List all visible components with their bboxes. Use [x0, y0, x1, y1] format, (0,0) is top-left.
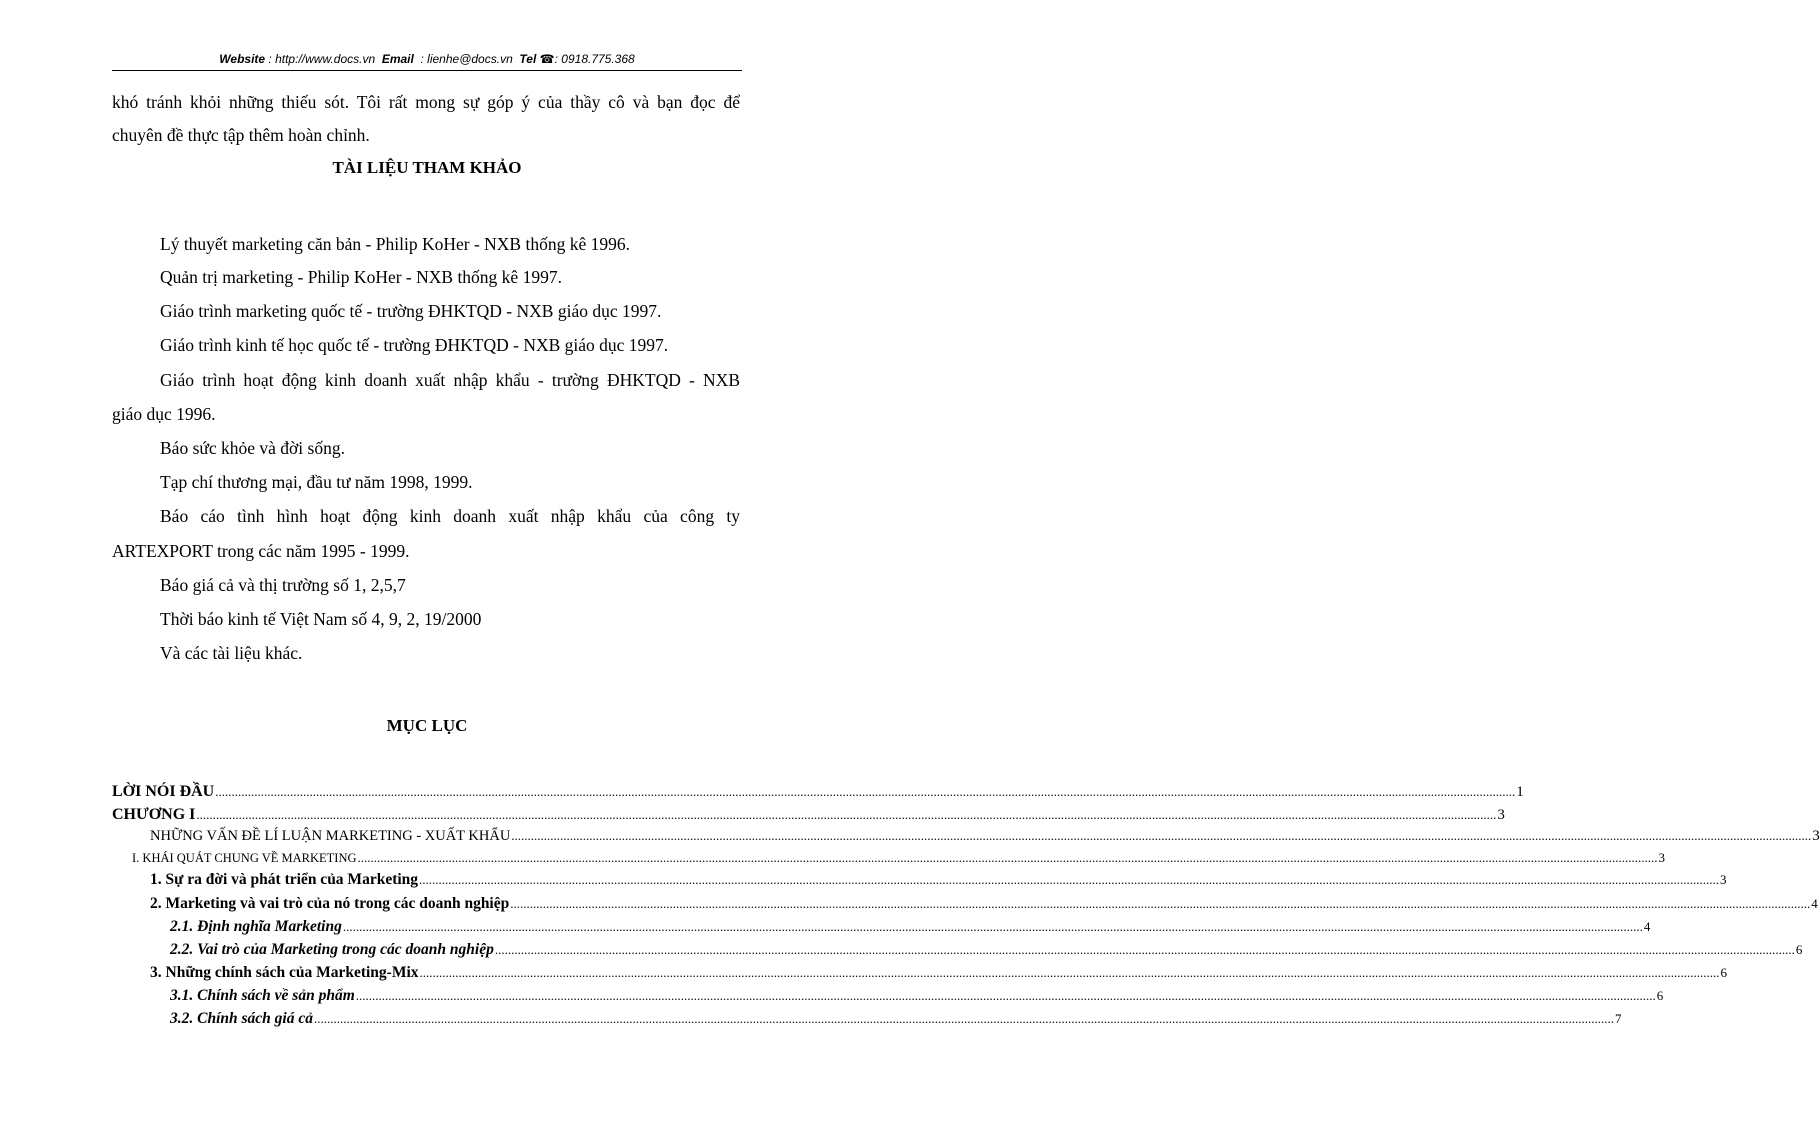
toc-leader-dots: ................................................................................................................................................................................................................................................................................................................................................................................................................	[511, 828, 1812, 843]
toc-leader-dots: ................................................................................................................................................................................................................................................................................................................................................................................................................	[419, 872, 1720, 887]
toc-entry[interactable]	[170, 918, 1651, 940]
references-title: TÀI LIỆU THAM KHẢO	[332, 158, 522, 177]
toc-entry-label: LỜI NÓI ĐẦU	[112, 783, 215, 800]
website-url[interactable]: http://www.docs.vn	[275, 52, 376, 66]
toc-leader-dots: ................................................................................................................................................................................................................................................................................................................................................................................................................	[355, 988, 1656, 1003]
reference-item: Và các tài liệu khác.	[160, 643, 303, 663]
toc-entry-label: 3.2. Chính sách giá cả	[170, 1010, 313, 1027]
email-address[interactable]: lienhe@docs.vn	[427, 52, 513, 66]
toc-entry-page: 6	[1795, 942, 1803, 957]
phone-number: 0918.775.368	[561, 52, 635, 66]
toc-entry-page: 3	[1497, 807, 1505, 823]
toc-entry[interactable]	[170, 987, 1664, 1009]
toc-entry-page: 1	[1516, 784, 1524, 800]
toc-leader-dots: ................................................................................................................................................................................................................................................................................................................................................................................................................	[313, 1011, 1614, 1026]
toc-leader-dots: ................................................................................................................................................................................................................................................................................................................................................................................................................	[196, 807, 1497, 822]
toc-title: MỤC LỤC	[386, 716, 468, 735]
tel-label: Tel	[519, 52, 537, 66]
toc-entry-page: 6	[1656, 988, 1664, 1003]
toc-entry[interactable]	[150, 828, 1820, 850]
toc-entry-label: CHƯƠNG I	[112, 806, 196, 823]
intro-line-2: chuyên đề thực tập thêm hoàn chỉnh.	[112, 125, 370, 145]
reference-item: Giáo trình hoạt động kinh doanh xuất nhập khẩu - trường ĐHKTQD - NXB	[160, 370, 740, 390]
reference-item: Giáo trình marketing quốc tế - trường ĐHKTQD - NXB giáo dục 1997.	[160, 301, 662, 321]
toc-entry-label: 2.2. Vai trò của Marketing trong các doanh nghiệp	[170, 941, 494, 958]
reference-item: Lý thuyết marketing căn bản - Philip KoHer - NXB thống kê 1996.	[160, 234, 630, 254]
toc-entry[interactable]	[112, 783, 1524, 805]
toc-leader-dots: ................................................................................................................................................................................................................................................................................................................................................................................................................	[342, 919, 1643, 934]
reference-item: Báo giá cả và thị trường số 1, 2,5,7	[160, 575, 406, 595]
toc-entry-label: NHỮNG VẤN ĐỀ LÍ LUẬN MARKETING - XUẤT KHẨU	[150, 828, 511, 844]
toc-entry[interactable]	[150, 964, 1728, 986]
toc-leader-dots: ................................................................................................................................................................................................................................................................................................................................................................................................................	[510, 896, 1811, 911]
toc-entry-page: 4	[1643, 919, 1651, 934]
toc-entry-label: 2.1. Định nghĩa Marketing	[170, 918, 342, 935]
toc-entry[interactable]	[132, 850, 1666, 872]
toc-entry-page: 4	[1811, 896, 1818, 911]
reference-item: Báo sức khỏe và đời sống.	[160, 438, 345, 458]
website-label: Website	[219, 52, 266, 66]
toc-leader-dots: ................................................................................................................................................................................................................................................................................................................................................................................................................	[494, 942, 1795, 957]
toc-leader-dots: ................................................................................................................................................................................................................................................................................................................................................................................................................	[419, 965, 1720, 980]
reference-item-continued: ARTEXPORT trong các năm 1995 - 1999.	[112, 541, 410, 561]
reference-item-continued: giáo dục 1996.	[112, 404, 216, 424]
reference-item: Quản trị marketing - Philip KoHer - NXB thống kê 1997.	[160, 267, 562, 287]
toc-leader-dots: ................................................................................................................................................................................................................................................................................................................................................................................................................	[357, 850, 1658, 865]
phone-icon: ☎	[539, 52, 555, 66]
page-header: Website : http://www.docs.vn Email : lienhe@docs.vn Tel ☎: 0918.775.368	[219, 52, 635, 66]
reference-item: Báo cáo tình hình hoạt động kinh doanh xuất nhập khẩu của công ty	[160, 506, 740, 526]
reference-item: Thời báo kinh tế Việt Nam số 4, 9, 2, 19/2000	[160, 609, 482, 629]
toc-entry[interactable]	[170, 1010, 1622, 1032]
toc-entry-page: 3	[1720, 872, 1727, 887]
toc-leader-dots: ................................................................................................................................................................................................................................................................................................................................................................................................................	[215, 784, 1516, 799]
reference-item: Tạp chí thương mại, đầu tư năm 1998, 1999.	[160, 472, 473, 492]
toc-entry-page: 3	[1658, 850, 1666, 865]
email-label: Email	[381, 52, 414, 66]
toc-entry-label: I. KHÁI QUÁT CHUNG VỀ MARKETING	[132, 851, 357, 865]
toc-entry-label: 1. Sự ra đời và phát triển của Marketing	[150, 871, 419, 888]
header-divider	[112, 70, 742, 71]
intro-line-1: khó tránh khỏi những thiếu sót. Tôi rất mong sự góp ý của thầy cô và bạn đọc để	[112, 92, 740, 112]
toc-entry-label: 3.1. Chính sách về sản phẩm	[170, 987, 355, 1004]
toc-entry-page: 7	[1614, 1011, 1622, 1026]
toc-entry-page: 6	[1720, 965, 1728, 980]
toc-entry[interactable]	[150, 871, 1727, 893]
toc-entry-page: 3	[1812, 828, 1820, 844]
toc-entry-label: 3. Những chính sách của Marketing-Mix	[150, 964, 419, 981]
toc-entry[interactable]	[170, 941, 1803, 963]
reference-item: Giáo trình kinh tế học quốc tế - trường ĐHKTQD - NXB giáo dục 1997.	[160, 335, 669, 355]
toc-entry-label: 2. Marketing và vai trò của nó trong các doanh nghiệp	[150, 895, 510, 912]
toc-entry[interactable]	[112, 806, 1505, 828]
toc-entry[interactable]	[150, 895, 1818, 917]
